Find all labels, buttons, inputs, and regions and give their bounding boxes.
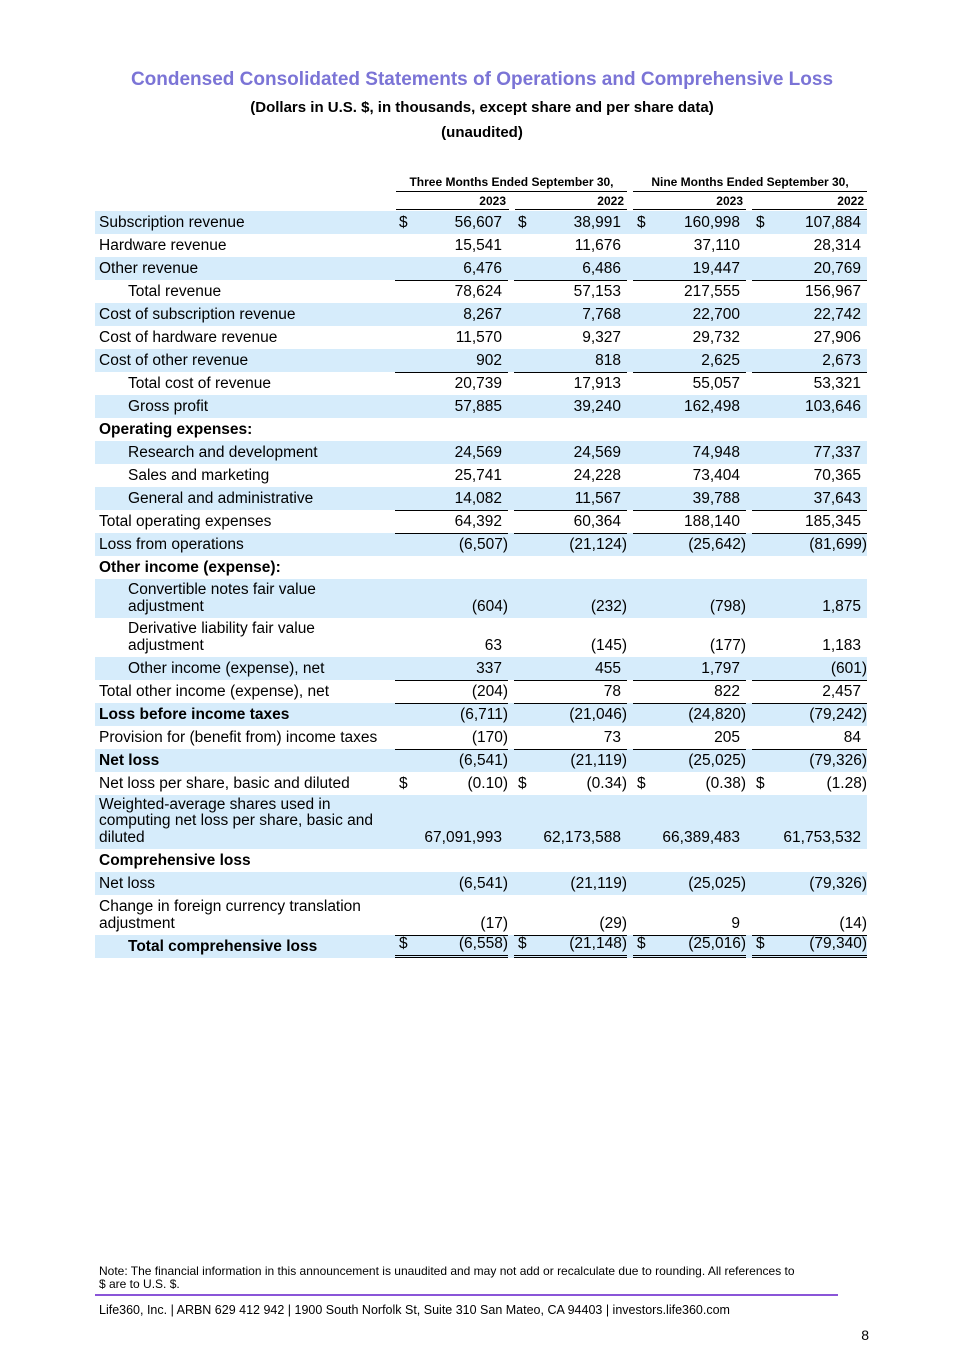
value-cell <box>752 533 867 556</box>
table-row <box>95 510 867 533</box>
cell-value: 9,327 <box>582 329 621 346</box>
cell-value: (604) <box>471 598 508 615</box>
table-row <box>95 849 867 872</box>
year-header: 2022 <box>752 194 867 210</box>
value-cell <box>633 749 746 772</box>
value-cell <box>752 510 867 533</box>
year-header: 2022 <box>515 194 627 210</box>
value-cell <box>633 726 746 749</box>
cell-value: 73,404 <box>692 467 740 484</box>
cell-value: (25,025) <box>688 752 746 769</box>
value-cell <box>633 772 746 795</box>
value-cell <box>633 211 746 234</box>
row-label: Total other income (expense), net <box>99 682 330 700</box>
cell-value: 56,607 <box>454 214 502 231</box>
cell-value: 20,769 <box>813 260 861 277</box>
value-cell <box>395 795 508 849</box>
cell-value: (6,711) <box>460 706 508 723</box>
cell-value: (79,326) <box>809 875 867 892</box>
value-cell <box>514 657 627 680</box>
value-cell <box>514 618 627 657</box>
value-cell <box>752 935 867 958</box>
row-label: Provision for (benefit from) income taxes <box>99 728 378 746</box>
cell-value: 78 <box>603 683 621 700</box>
value-cell <box>752 303 867 326</box>
period-header-three-months: Three Months Ended September 30, <box>396 175 627 192</box>
value-cell <box>395 872 508 895</box>
value-cell <box>514 579 627 618</box>
table-row <box>95 895 867 935</box>
table-row <box>95 349 867 372</box>
value-cell <box>752 234 867 257</box>
year-header: 2023 <box>633 194 746 210</box>
page-number: 8 <box>861 1327 869 1343</box>
cell-value: 53,321 <box>813 375 861 392</box>
cell-value: 337 <box>476 660 502 677</box>
value-cell <box>633 533 746 556</box>
value-cell <box>752 280 867 303</box>
row-label: Comprehensive loss <box>99 851 251 869</box>
value-cell <box>395 533 508 556</box>
cell-value: 205 <box>714 729 740 746</box>
statement-title: Condensed Consolidated Statements of Operations and Comprehensive Loss <box>130 69 834 90</box>
cell-value: (1.28) <box>826 775 867 792</box>
value-cell <box>514 726 627 749</box>
cell-value: 2,673 <box>822 352 861 369</box>
value-cell <box>395 726 508 749</box>
value-cell <box>395 303 508 326</box>
value-cell <box>633 703 746 726</box>
row-label: Weighted-average shares used in computing net loss per share, basic and diluted <box>99 795 373 846</box>
cell-value: (81,699) <box>809 536 867 553</box>
value-cell <box>395 464 508 487</box>
row-label: Operating expenses: <box>99 420 253 438</box>
value-cell <box>395 211 508 234</box>
cell-value: 156,967 <box>804 283 861 300</box>
cell-value: (177) <box>709 637 746 654</box>
value-cell <box>633 280 746 303</box>
value-cell <box>514 326 627 349</box>
row-label: General and administrative <box>128 489 314 507</box>
value-cell <box>633 441 746 464</box>
row-label: Change in foreign currency translation adjustment <box>99 898 361 932</box>
cell-value: 27,906 <box>813 329 861 346</box>
cell-value: (21,148) <box>569 935 627 952</box>
row-label: Other revenue <box>99 259 199 277</box>
value-cell <box>395 772 508 795</box>
currency-symbol: $ <box>518 214 527 231</box>
value-cell <box>395 487 508 510</box>
table-row <box>95 234 867 257</box>
row-label: Subscription revenue <box>99 213 245 231</box>
cell-value: 103,646 <box>804 398 861 415</box>
cell-value: 28,314 <box>813 237 861 254</box>
value-cell <box>514 487 627 510</box>
value-cell <box>514 772 627 795</box>
value-cell <box>514 464 627 487</box>
cell-value: 62,173,588 <box>543 829 621 846</box>
cell-value: (170) <box>471 729 508 746</box>
table-row <box>95 618 867 657</box>
cell-value: (79,340) <box>809 935 867 952</box>
cell-value: 11,570 <box>455 329 502 346</box>
cell-value: 61,753,532 <box>783 829 861 846</box>
value-cell <box>752 726 867 749</box>
value-cell <box>752 579 867 618</box>
cell-value: 1,183 <box>822 637 861 654</box>
table-row <box>95 487 867 510</box>
table-row <box>95 533 867 556</box>
table-row <box>95 556 867 579</box>
table-row <box>95 703 867 726</box>
cell-value: 25,741 <box>454 467 502 484</box>
cell-value: 37,110 <box>693 237 740 254</box>
value-cell <box>395 280 508 303</box>
currency-symbol: $ <box>637 775 646 792</box>
cell-value: 29,732 <box>692 329 740 346</box>
table-row <box>95 872 867 895</box>
cell-value: 22,742 <box>813 306 861 323</box>
period-header-nine-months: Nine Months Ended September 30, <box>633 175 867 192</box>
cell-value: 24,569 <box>573 444 621 461</box>
cell-value: (21,046) <box>569 706 627 723</box>
cell-value: (17) <box>480 915 508 932</box>
table-row <box>95 772 867 795</box>
table-row <box>95 579 867 618</box>
cell-value: 11,676 <box>574 237 621 254</box>
cell-value: 818 <box>595 352 621 369</box>
value-cell <box>514 749 627 772</box>
unaudited-label: (unaudited) <box>441 124 523 141</box>
row-label: Net loss per share, basic and diluted <box>99 774 350 792</box>
value-cell <box>752 211 867 234</box>
cell-value: 11,567 <box>574 490 621 507</box>
table-row <box>95 326 867 349</box>
row-label: Cost of hardware revenue <box>99 328 278 346</box>
footer-divider <box>95 1294 838 1296</box>
cell-value: (79,242) <box>809 706 867 723</box>
cell-value: 188,140 <box>683 513 740 530</box>
value-cell <box>633 510 746 533</box>
value-cell <box>395 395 508 418</box>
row-label: Loss before income taxes <box>99 705 290 723</box>
cell-value: 107,884 <box>804 214 861 231</box>
value-cell <box>514 211 627 234</box>
table-row <box>95 372 867 395</box>
cell-value: 160,998 <box>683 214 740 231</box>
row-label: Research and development <box>128 443 318 461</box>
row-label: Loss from operations <box>99 535 244 553</box>
value-cell <box>514 895 627 935</box>
value-cell <box>633 464 746 487</box>
table-row <box>95 749 867 772</box>
cell-value: 38,991 <box>573 214 621 231</box>
cell-value: 74,948 <box>692 444 740 461</box>
value-cell <box>514 935 627 958</box>
table-row <box>95 935 867 958</box>
currency-symbol: $ <box>756 775 765 792</box>
value-cell <box>633 657 746 680</box>
cell-value: 17,913 <box>573 375 621 392</box>
value-cell <box>752 872 867 895</box>
cell-value: 6,476 <box>463 260 502 277</box>
value-cell <box>752 795 867 849</box>
cell-value: (6,507) <box>458 536 508 553</box>
row-label: Total comprehensive loss <box>128 937 318 955</box>
value-cell <box>395 657 508 680</box>
currency-symbol: $ <box>637 214 646 231</box>
cell-value: (204) <box>471 683 508 700</box>
cell-value: 39,788 <box>692 490 740 507</box>
value-cell <box>514 680 627 703</box>
value-cell <box>752 749 867 772</box>
value-cell <box>514 303 627 326</box>
value-cell <box>514 349 627 372</box>
table-row <box>95 257 867 280</box>
cell-value: 1,875 <box>822 598 861 615</box>
value-cell <box>752 618 867 657</box>
value-cell <box>514 234 627 257</box>
value-cell <box>752 772 867 795</box>
value-cell <box>633 487 746 510</box>
row-label: Other income (expense): <box>99 558 281 576</box>
row-label: Total cost of revenue <box>128 374 272 392</box>
row-label: Cost of other revenue <box>99 351 249 369</box>
value-cell <box>752 680 867 703</box>
currency-symbol: $ <box>518 775 527 792</box>
value-cell <box>633 872 746 895</box>
cell-value: 455 <box>595 660 621 677</box>
cell-value: (21,119) <box>570 752 627 769</box>
value-cell <box>752 895 867 935</box>
value-cell <box>633 303 746 326</box>
cell-value: 2,457 <box>822 683 861 700</box>
value-cell <box>752 326 867 349</box>
cell-value: 67,091,993 <box>424 829 502 846</box>
value-cell <box>752 487 867 510</box>
statement-subtitle: (Dollars in U.S. $, in thousands, except share and per share data) <box>250 99 714 116</box>
row-label: Total revenue <box>128 282 222 300</box>
cell-value: (79,326) <box>809 752 867 769</box>
footnote: Note: The financial information in this announcement is unaudited and may not add or recalculate due to rounding. All references to $ are to U.S. $. <box>99 1264 795 1291</box>
value-cell <box>752 395 867 418</box>
cell-value: 60,364 <box>573 513 621 530</box>
row-label: Gross profit <box>128 397 209 415</box>
table-row <box>95 795 867 849</box>
currency-symbol: $ <box>399 935 408 952</box>
cell-value: (0.34) <box>586 775 627 792</box>
value-cell <box>395 749 508 772</box>
cell-value: 902 <box>476 352 502 369</box>
value-cell <box>395 680 508 703</box>
value-cell <box>752 372 867 395</box>
table-row <box>95 657 867 680</box>
cell-value: (6,541) <box>458 752 508 769</box>
cell-value: (21,119) <box>570 875 627 892</box>
cell-value: 8,267 <box>463 306 502 323</box>
cell-value: 64,392 <box>454 513 502 530</box>
cell-value: 57,153 <box>573 283 621 300</box>
cell-value: 66,389,483 <box>662 829 740 846</box>
row-label: Net loss <box>99 751 160 769</box>
cell-value: 20,739 <box>454 375 502 392</box>
value-cell <box>395 618 508 657</box>
table-row <box>95 303 867 326</box>
cell-value: (25,025) <box>688 875 746 892</box>
table-row <box>95 464 867 487</box>
currency-symbol: $ <box>756 935 765 952</box>
cell-value: 185,345 <box>804 513 861 530</box>
cell-value: 70,365 <box>813 467 861 484</box>
value-cell <box>395 441 508 464</box>
row-label: Convertible notes fair value adjustment <box>128 581 316 615</box>
cell-value: 55,057 <box>692 375 740 392</box>
value-cell <box>633 895 746 935</box>
cell-value: 37,643 <box>813 490 861 507</box>
value-cell <box>633 395 746 418</box>
cell-value: (25,016) <box>688 935 746 952</box>
value-cell <box>633 579 746 618</box>
cell-value: 73 <box>603 729 621 746</box>
cell-value: (0.10) <box>467 775 508 792</box>
table-row <box>95 395 867 418</box>
value-cell <box>633 795 746 849</box>
value-cell <box>395 372 508 395</box>
cell-value: (6,558) <box>458 935 508 952</box>
row-label: Cost of subscription revenue <box>99 305 296 323</box>
row-label: Hardware revenue <box>99 236 227 254</box>
value-cell <box>514 441 627 464</box>
value-cell <box>752 464 867 487</box>
row-label: Sales and marketing <box>128 466 270 484</box>
value-cell <box>752 257 867 280</box>
table-row <box>95 680 867 703</box>
company-footer: Life360, Inc. | ARBN 629 412 942 | 1900 South Norfolk St, Suite 310 San Mateo, CA 94403 | investors.life360.com <box>99 1303 730 1317</box>
value-cell <box>395 257 508 280</box>
cell-value: 2,625 <box>701 352 740 369</box>
cell-value: (6,541) <box>458 875 508 892</box>
value-cell <box>514 257 627 280</box>
value-cell <box>752 703 867 726</box>
financial-statement-table <box>95 211 867 958</box>
value-cell <box>752 657 867 680</box>
value-cell <box>395 349 508 372</box>
cell-value: 1,797 <box>701 660 740 677</box>
cell-value: 14,082 <box>454 490 502 507</box>
table-row <box>95 441 867 464</box>
value-cell <box>395 935 508 958</box>
currency-symbol: $ <box>756 214 765 231</box>
cell-value: 78,624 <box>454 283 502 300</box>
row-label: Other income (expense), net <box>128 659 325 677</box>
currency-symbol: $ <box>518 935 527 952</box>
value-cell <box>514 280 627 303</box>
row-label: Total operating expenses <box>99 512 272 530</box>
cell-value: 15,541 <box>454 237 502 254</box>
cell-value: 19,447 <box>692 260 740 277</box>
cell-value: 22,700 <box>692 306 740 323</box>
value-cell <box>752 349 867 372</box>
value-cell <box>514 795 627 849</box>
table-row <box>95 211 867 234</box>
table-row <box>95 418 867 441</box>
value-cell <box>395 703 508 726</box>
cell-value: 24,569 <box>454 444 502 461</box>
cell-value: 63 <box>484 637 502 654</box>
cell-value: 77,337 <box>813 444 861 461</box>
value-cell <box>395 234 508 257</box>
currency-symbol: $ <box>399 214 408 231</box>
cell-value: (14) <box>839 915 867 932</box>
cell-value: (798) <box>709 598 746 615</box>
cell-value: 9 <box>731 915 740 932</box>
value-cell <box>514 703 627 726</box>
value-cell <box>514 372 627 395</box>
cell-value: (21,124) <box>569 536 627 553</box>
currency-symbol: $ <box>399 775 408 792</box>
value-cell <box>395 579 508 618</box>
value-cell <box>633 372 746 395</box>
currency-symbol: $ <box>637 935 646 952</box>
value-cell <box>633 680 746 703</box>
cell-value: 822 <box>714 683 740 700</box>
cell-value: 6,486 <box>582 260 621 277</box>
row-label: Net loss <box>99 874 155 892</box>
cell-value: (0.38) <box>705 775 746 792</box>
value-cell <box>633 349 746 372</box>
value-cell <box>395 895 508 935</box>
cell-value: 162,498 <box>683 398 740 415</box>
cell-value: 7,768 <box>582 306 621 323</box>
value-cell <box>395 326 508 349</box>
cell-value: (29) <box>599 915 627 932</box>
cell-value: (601) <box>830 660 867 677</box>
cell-value: (145) <box>590 637 627 654</box>
value-cell <box>633 618 746 657</box>
value-cell <box>514 395 627 418</box>
row-label: Derivative liability fair value adjustment <box>128 620 315 654</box>
value-cell <box>514 872 627 895</box>
cell-value: 57,885 <box>454 398 502 415</box>
value-cell <box>633 234 746 257</box>
value-cell <box>752 441 867 464</box>
cell-value: (232) <box>590 598 627 615</box>
value-cell <box>633 935 746 958</box>
cell-value: (24,820) <box>688 706 746 723</box>
value-cell <box>514 533 627 556</box>
value-cell <box>514 510 627 533</box>
cell-value: 24,228 <box>573 467 621 484</box>
value-cell <box>395 510 508 533</box>
cell-value: 39,240 <box>573 398 621 415</box>
cell-value: (25,642) <box>688 536 746 553</box>
value-cell <box>633 257 746 280</box>
cell-value: 217,555 <box>683 283 740 300</box>
cell-value: 84 <box>843 729 861 746</box>
value-cell <box>633 326 746 349</box>
table-row <box>95 280 867 303</box>
year-header: 2023 <box>396 194 509 210</box>
table-row <box>95 726 867 749</box>
